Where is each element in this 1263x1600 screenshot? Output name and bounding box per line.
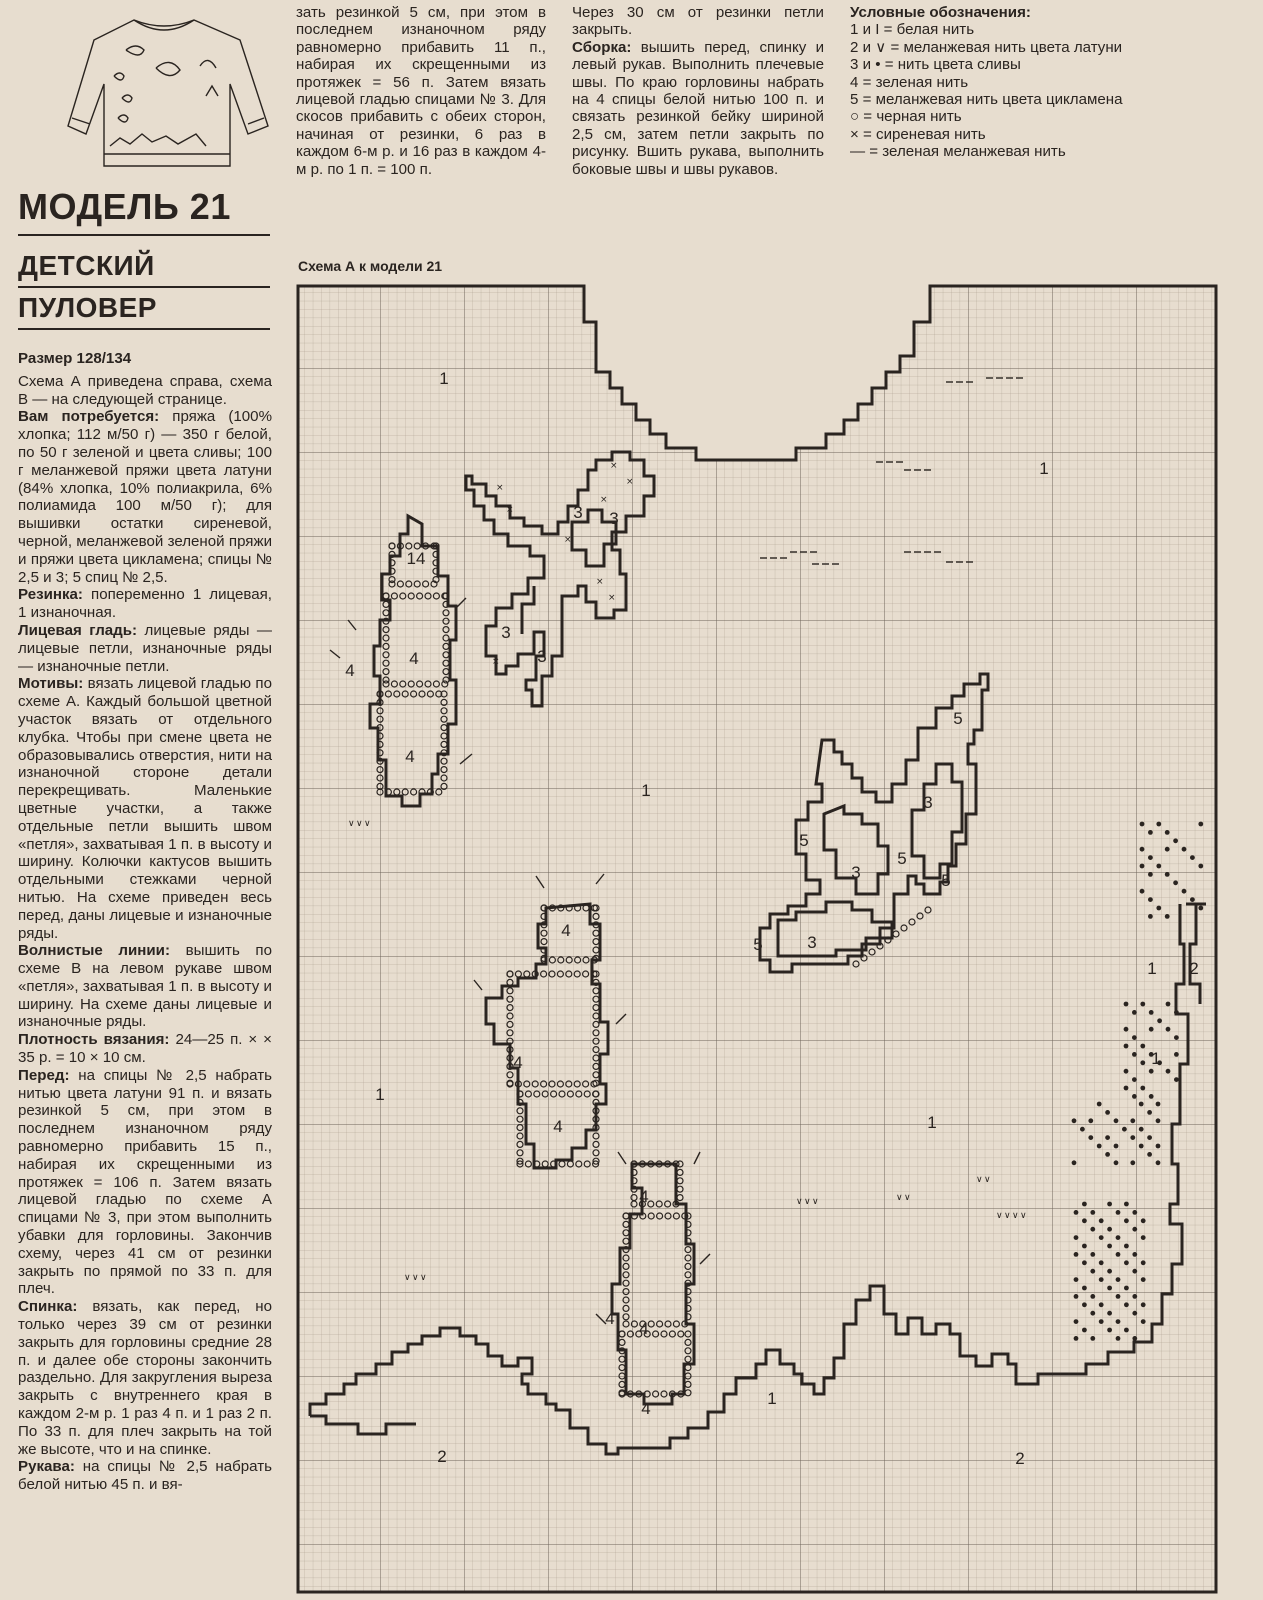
brass-stitch-symbol: ∨ [804, 1197, 811, 1207]
plum-stitch-symbol [1107, 1311, 1112, 1316]
lilac-stitch-symbol: × [492, 657, 500, 667]
plum-stitch-symbol [1140, 1086, 1145, 1091]
subtitle-line-2: ПУЛОВЕР [18, 292, 270, 330]
subtitle-line-1: ДЕТСКИЙ [18, 250, 270, 288]
plum-stitch-symbol [1124, 1044, 1129, 1049]
plum-stitch-symbol [1074, 1210, 1079, 1215]
brass-stitch-symbol: ∨ [420, 1273, 427, 1283]
plum-stitch-symbol [1140, 1002, 1145, 1007]
legend-item: 4 = зеленая нить [850, 73, 969, 91]
scheme-label: Схема А к модели 21 [298, 258, 443, 274]
plum-stitch-symbol [1105, 1110, 1110, 1115]
plum-stitch-symbol [1090, 1336, 1095, 1341]
brass-stitch-symbol: ∨ [356, 819, 363, 829]
rib-label: Резинка: [18, 586, 83, 604]
plum-stitch-symbol [1174, 1035, 1179, 1040]
plum-stitch-symbol [1156, 906, 1161, 911]
plum-stitch-symbol [1116, 1235, 1121, 1240]
instructions-left-column [18, 350, 272, 1494]
plum-stitch-symbol [1124, 1302, 1129, 1307]
size-line: Размер 128/134 [18, 350, 132, 367]
plum-stitch-symbol [1080, 1127, 1085, 1132]
plum-stitch-symbol [1099, 1277, 1104, 1282]
plum-stitch-symbol [1166, 1002, 1171, 1007]
plum-stitch-symbol [1105, 1152, 1110, 1157]
plum-stitch-symbol [1147, 1152, 1152, 1157]
plum-stitch-symbol [1148, 897, 1153, 902]
instructions-column-2 [296, 4, 546, 178]
plum-stitch-symbol [1090, 1227, 1095, 1232]
plum-stitch-symbol [1072, 1118, 1077, 1123]
brass-stitch-symbol: ∨ [348, 819, 355, 829]
chart-color-number: 3 [923, 793, 933, 812]
sleeves-paragraph [18, 1458, 272, 1494]
brass-stitch-symbol: ∨ [364, 819, 371, 829]
chart-color-number: 2 [1189, 959, 1199, 978]
chart-color-number: 4 [561, 921, 571, 940]
plum-stitch-symbol [1082, 1244, 1087, 1249]
plum-stitch-symbol [1148, 872, 1153, 877]
lilac-stitch-symbol: × [626, 477, 634, 487]
legend-item: ○ = черная нить [850, 108, 962, 126]
plum-stitch-symbol [1132, 1336, 1137, 1341]
plum-stitch-symbol [1141, 1319, 1146, 1324]
plum-stitch-symbol [1139, 1144, 1144, 1149]
plum-stitch-symbol [1140, 1060, 1145, 1065]
lilac-stitch-symbol: × [496, 483, 504, 493]
wavy-lines-label: Волнистые линии: [18, 942, 170, 960]
plum-stitch-symbol [1116, 1336, 1121, 1341]
plum-stitch-symbol [1124, 1027, 1129, 1032]
legend-title: Условные обозначения: [850, 4, 1031, 21]
chart-color-number: 1 [641, 781, 651, 800]
brass-stitch-symbol: ∨ [896, 1193, 903, 1203]
plum-stitch-symbol [1149, 1069, 1154, 1074]
chart-color-number: 2 [437, 1447, 447, 1466]
plum-stitch-symbol [1165, 847, 1170, 852]
instructions-column-3 [572, 4, 824, 178]
plum-stitch-symbol [1124, 1202, 1129, 1207]
chart-color-number: 5 [953, 709, 963, 728]
plum-stitch-symbol [1107, 1269, 1112, 1274]
plum-stitch-symbol [1074, 1319, 1079, 1324]
back-label: Спинка: [18, 1298, 78, 1316]
chart-color-number: 5 [753, 935, 763, 954]
plum-stitch-symbol [1132, 1010, 1137, 1015]
plum-stitch-symbol [1156, 1118, 1161, 1123]
materials-label: Вам потребуется: [18, 408, 160, 426]
plum-stitch-symbol [1156, 864, 1161, 869]
chart-color-number: 3 [501, 623, 511, 642]
plum-stitch-symbol [1124, 1086, 1129, 1091]
brass-stitch-symbol: ∨ [984, 1175, 991, 1185]
brass-stitch-symbol: ∨ [412, 1273, 419, 1283]
plum-stitch-symbol [1107, 1286, 1112, 1291]
plum-stitch-symbol [1090, 1269, 1095, 1274]
legend-item: 1 и I = белая нить [850, 21, 975, 39]
brass-stitch-symbol: ∨ [996, 1211, 1003, 1221]
plum-stitch-symbol [1097, 1144, 1102, 1149]
assembly-label: Сборка: [572, 38, 632, 56]
chart-color-number: 5 [799, 831, 809, 850]
plum-stitch-symbol [1074, 1277, 1079, 1282]
plum-stitch-symbol [1190, 897, 1195, 902]
plum-stitch-symbol [1124, 1002, 1129, 1007]
plum-stitch-symbol [1148, 855, 1153, 860]
plum-stitch-symbol [1139, 1102, 1144, 1107]
chart-color-number: 3 [851, 863, 861, 882]
plum-stitch-symbol [1140, 822, 1145, 827]
plum-stitch-symbol [1198, 906, 1203, 911]
chart-color-number: 1 [767, 1389, 777, 1408]
plum-stitch-symbol [1090, 1311, 1095, 1316]
assembly-text: вышить перед, спинку и левый рукав. Выполнить плечевые швы. По краю горловины набрать на 4 спицы белой нитью 100 п. и связать резинкой бейку шириной 2,5 см, затем петли закрыть по рисунку. Вшить рукава, выполнить боковые швы и швы рукавов. [572, 38, 824, 178]
legend [850, 4, 1123, 161]
front-paragraph [18, 1067, 272, 1298]
brass-stitch-symbol: ∨ [404, 1273, 411, 1283]
plum-stitch-symbol [1198, 822, 1203, 827]
legend-item: — = зеленая меланжевая нить [850, 143, 1066, 161]
plum-stitch-symbol [1156, 1160, 1161, 1165]
knitting-chart [296, 284, 1220, 1596]
plum-stitch-symbol [1114, 1118, 1119, 1123]
plum-stitch-symbol [1074, 1294, 1079, 1299]
model-title: МОДЕЛЬ 21 [18, 186, 270, 236]
plum-stitch-symbol [1149, 1010, 1154, 1015]
sleeves-text: на спицы № 2,5 набрать белой нитью 45 п. и вя- [18, 1458, 272, 1494]
stockinette-paragraph [18, 622, 272, 675]
stockinette-label: Лицевая гладь: [18, 621, 138, 639]
motifs-label: Мотивы: [18, 675, 84, 693]
plum-stitch-symbol [1130, 1135, 1135, 1140]
plum-stitch-symbol [1141, 1277, 1146, 1282]
plum-stitch-symbol [1116, 1277, 1121, 1282]
brass-stitch-symbol: ∨ [812, 1197, 819, 1207]
plum-stitch-symbol [1116, 1252, 1121, 1257]
rib-text: попеременно 1 лицевая, 1 изнаночная. [18, 586, 273, 622]
gauge-paragraph [18, 1031, 272, 1067]
sleeves-label: Рукава: [18, 1458, 75, 1476]
plum-stitch-symbol [1174, 1077, 1179, 1082]
plum-stitch-symbol [1114, 1160, 1119, 1165]
plum-stitch-symbol [1082, 1328, 1087, 1333]
plum-stitch-symbol [1132, 1311, 1137, 1316]
plum-stitch-symbol [1090, 1294, 1095, 1299]
plum-stitch-symbol [1132, 1052, 1137, 1057]
chart-color-number: 5 [897, 849, 907, 868]
plum-stitch-symbol [1082, 1286, 1087, 1291]
wavy-lines-text: вышить по схеме В на левом рукаве швом «петля», захватывая 1 п. в высоту и ширину. На схеме даны лицевые и изнаночные ряды. [18, 942, 272, 1031]
plum-stitch-symbol [1165, 872, 1170, 877]
chart-color-number: 3 [537, 647, 547, 666]
wavy-lines-paragraph [18, 942, 272, 1031]
chart-color-number: 4 [405, 747, 415, 766]
plum-stitch-symbol [1114, 1144, 1119, 1149]
plum-stitch-symbol [1090, 1210, 1095, 1215]
lilac-stitch-symbol: × [610, 461, 618, 471]
legend-item: × = сиреневая нить [850, 125, 986, 143]
chart-color-number: 4 [345, 661, 355, 680]
plum-stitch-symbol [1141, 1235, 1146, 1240]
chart-color-number: 4 [553, 1117, 563, 1136]
plum-stitch-symbol [1099, 1319, 1104, 1324]
plum-stitch-symbol [1148, 830, 1153, 835]
plum-stitch-symbol [1157, 1018, 1162, 1023]
plum-stitch-symbol [1132, 1094, 1137, 1099]
plum-stitch-symbol [1082, 1202, 1087, 1207]
plum-stitch-symbol [1156, 822, 1161, 827]
plum-stitch-symbol [1182, 847, 1187, 852]
knitting-chart-svg [296, 284, 1220, 1596]
chart-color-number: 1 [927, 1113, 937, 1132]
plum-stitch-symbol [1097, 1102, 1102, 1107]
legend-item: 3 и • = нить цвета сливы [850, 56, 1021, 74]
back-paragraph [18, 1298, 272, 1458]
chart-color-number: 14 [406, 549, 426, 568]
chart-color-number: 4 [409, 649, 419, 668]
plum-stitch-symbol [1116, 1319, 1121, 1324]
plum-stitch-symbol [1156, 1144, 1161, 1149]
plum-stitch-symbol [1173, 880, 1178, 885]
plum-stitch-symbol [1132, 1035, 1137, 1040]
plum-stitch-symbol [1147, 1135, 1152, 1140]
plum-stitch-symbol [1124, 1218, 1129, 1223]
lilac-stitch-symbol: × [564, 535, 572, 545]
plum-stitch-symbol [1156, 1102, 1161, 1107]
plum-stitch-symbol [1082, 1302, 1087, 1307]
plum-stitch-symbol [1082, 1218, 1087, 1223]
plum-stitch-symbol [1099, 1302, 1104, 1307]
plum-stitch-symbol [1190, 855, 1195, 860]
chart-color-number: 1 [439, 369, 449, 388]
brass-stitch-symbol: ∨ [1004, 1211, 1011, 1221]
sleeves-finish-text: Через 30 см от резинки петли закрыть. [572, 4, 824, 39]
assembly-paragraph [572, 39, 824, 178]
lilac-stitch-symbol: × [600, 495, 608, 505]
chart-color-number: 4 [639, 1319, 649, 1338]
chart-color-number: 1 [1147, 959, 1157, 978]
plum-stitch-symbol [1124, 1286, 1129, 1291]
plum-stitch-symbol [1139, 1127, 1144, 1132]
plum-stitch-symbol [1165, 914, 1170, 919]
sweater-sketch-illustration [64, 6, 274, 176]
brass-stitch-symbol: ∨ [1012, 1211, 1019, 1221]
plum-stitch-symbol [1074, 1252, 1079, 1257]
plum-stitch-symbol [1140, 889, 1145, 894]
plum-stitch-symbol [1165, 830, 1170, 835]
chart-color-number: 4 [605, 1309, 615, 1328]
plum-stitch-symbol [1116, 1294, 1121, 1299]
back-text: вязать, как перед, но только через 39 см от резинки закрыть для горловины средние 28 п. и далее обе стороны закончить раздельно. Для закругления выреза закрыть с внутреннего края в каждом 2-м р. 1 раз 4 п. и 1 раз 2 п. По 33 п. для плеч закрыть на той же высоте, что и на спинке. [18, 1298, 272, 1458]
plum-stitch-symbol [1082, 1260, 1087, 1265]
plum-stitch-symbol [1148, 914, 1153, 919]
plum-stitch-symbol [1099, 1235, 1104, 1240]
plum-stitch-symbol [1107, 1227, 1112, 1232]
plum-stitch-symbol [1132, 1252, 1137, 1257]
plum-stitch-symbol [1088, 1135, 1093, 1140]
brass-stitch-symbol: ∨ [796, 1197, 803, 1207]
plum-stitch-symbol [1074, 1235, 1079, 1240]
plum-stitch-symbol [1132, 1294, 1137, 1299]
plum-stitch-symbol [1174, 1010, 1179, 1015]
motifs-paragraph [18, 675, 272, 942]
plum-stitch-symbol [1099, 1218, 1104, 1223]
plum-stitch-symbol [1141, 1302, 1146, 1307]
plum-stitch-symbol [1122, 1127, 1127, 1132]
plum-stitch-symbol [1166, 1069, 1171, 1074]
legend-item: 2 и ∨ = меланжевая нить цвета латуни [850, 38, 1123, 56]
plum-stitch-symbol [1166, 1027, 1171, 1032]
sleeves-continued-text: зать резинкой 5 см, при этом в последнем изнаночном ряду равномерно прибавить 11 п., набирая их скрещенными из протяжек = 56 п. Затем вязать лицевой гладью спицами № 3. Для скосов прибавить с обеих сторон, начиная от резинки, 6 раз в каждом 6-м р. и 16 раз в каждом 4-м р. по 1 п. = 100 п. [296, 4, 546, 178]
plum-stitch-symbol [1149, 1094, 1154, 1099]
chart-color-number: 1 [1151, 1049, 1161, 1068]
chart-color-number: 4 [639, 1187, 649, 1206]
chart-color-number: 2 [1015, 1449, 1025, 1468]
brass-stitch-symbol: ∨ [1020, 1211, 1027, 1221]
plum-stitch-symbol [1149, 1027, 1154, 1032]
plum-stitch-symbol [1107, 1328, 1112, 1333]
plum-stitch-symbol [1140, 1044, 1145, 1049]
plum-stitch-symbol [1099, 1260, 1104, 1265]
plum-stitch-symbol [1182, 889, 1187, 894]
chart-color-number: 5 [941, 871, 951, 890]
plum-stitch-symbol [1105, 1135, 1110, 1140]
chart-color-number: 4 [641, 1399, 651, 1418]
front-label: Перед: [18, 1066, 70, 1084]
plum-stitch-symbol [1116, 1210, 1121, 1215]
plum-stitch-symbol [1107, 1244, 1112, 1249]
materials-paragraph [18, 408, 272, 586]
chart-color-number: 1 [1039, 459, 1049, 478]
plum-stitch-symbol [1140, 847, 1145, 852]
plum-stitch-symbol [1141, 1260, 1146, 1265]
gauge-label: Плотность вязания: [18, 1031, 170, 1049]
brass-stitch-symbol: ∨ [904, 1193, 911, 1203]
plum-stitch-symbol [1132, 1077, 1137, 1082]
intro-paragraph: Схема А приведена справа, схема В — на следующей странице. [18, 372, 272, 408]
materials-text: пряжа (100% хлопка; 112 м/50 г) — 350 г белой, по 50 г зеленой и цвета сливы; 100 г меланжевой пряжи цвета латуни (84% хлопка, 10% полиакрила, 6% полиамида 100 м/50 г); для вышивки остатки сиреневой, черной, меланжевой зеленой пряжи и пряжи цвета цикламена; спицы № 2,5 и 3; 5 спиц № 2,5. [18, 408, 273, 586]
brass-stitch-symbol: ∨ [976, 1175, 983, 1185]
chart-color-number: 3 [573, 503, 583, 522]
plum-stitch-symbol [1124, 1328, 1129, 1333]
chart-color-number: 4 [513, 1053, 523, 1072]
plum-stitch-symbol [1132, 1227, 1137, 1232]
plum-stitch-symbol [1072, 1160, 1077, 1165]
plum-stitch-symbol [1124, 1069, 1129, 1074]
plum-stitch-symbol [1132, 1269, 1137, 1274]
plum-stitch-symbol [1141, 1218, 1146, 1223]
gauge-text: 24—25 п. × × 35 р. = 10 × 10 см. [18, 1031, 273, 1067]
plum-stitch-symbol [1173, 838, 1178, 843]
plum-stitch-symbol [1130, 1160, 1135, 1165]
lilac-stitch-symbol: × [596, 577, 604, 587]
motifs-text: вязать лицевой гладью по схеме А. Каждый большой цветной участок вязать от отдельного клубка. Чтобы при смене цвета не образовывались отверстия, нити на изнаночной стороне детали перекрещивать. Маленькие цветные участки, а также отдельные петли вышить швом «петля», захватывая 1 п. в высоту и ширину. Колючки кактусов вышить отдельными стежками черной нитью. На схеме приведен весь перед, даны лицевые и изнаночные ряды. [18, 675, 272, 942]
legend-item: 5 = меланжевая нить цвета цикламена [850, 91, 1123, 109]
plum-stitch-symbol [1090, 1252, 1095, 1257]
plum-stitch-symbol [1107, 1202, 1112, 1207]
plum-stitch-symbol [1147, 1110, 1152, 1115]
plum-stitch-symbol [1124, 1260, 1129, 1265]
plum-stitch-symbol [1124, 1244, 1129, 1249]
chart-color-number: 3 [609, 509, 619, 528]
lilac-stitch-symbol: × [608, 593, 616, 603]
plum-stitch-symbol [1074, 1336, 1079, 1341]
stockinette-text: лицевые ряды — лицевые петли, изнаночные ряды — изнаночные петли. [18, 621, 272, 675]
chart-color-number: 3 [807, 933, 817, 952]
front-text: на спицы № 2,5 набрать нитью цвета латуни 91 п. и вязать резинкой 5 см, при этом в последнем изнаночном ряду равномерно прибавить 15 п., набирая их скрещенными из протяжек = 106 п. Затем вязать лицевой гладью по схеме А спицами № 3, при этом выполнить убавки для горловины. Закончив схему, через 41 см от резинки закрыть по прямой по 33 п. для плеч. [18, 1066, 272, 1298]
plum-stitch-symbol [1130, 1118, 1135, 1123]
lilac-stitch-symbol: × [506, 505, 514, 515]
chart-color-number: 1 [375, 1085, 385, 1104]
plum-stitch-symbol [1198, 864, 1203, 869]
plum-stitch-symbol [1174, 1052, 1179, 1057]
rib-paragraph [18, 586, 272, 622]
plum-stitch-symbol [1088, 1118, 1093, 1123]
plum-stitch-symbol [1132, 1210, 1137, 1215]
plum-stitch-symbol [1140, 864, 1145, 869]
